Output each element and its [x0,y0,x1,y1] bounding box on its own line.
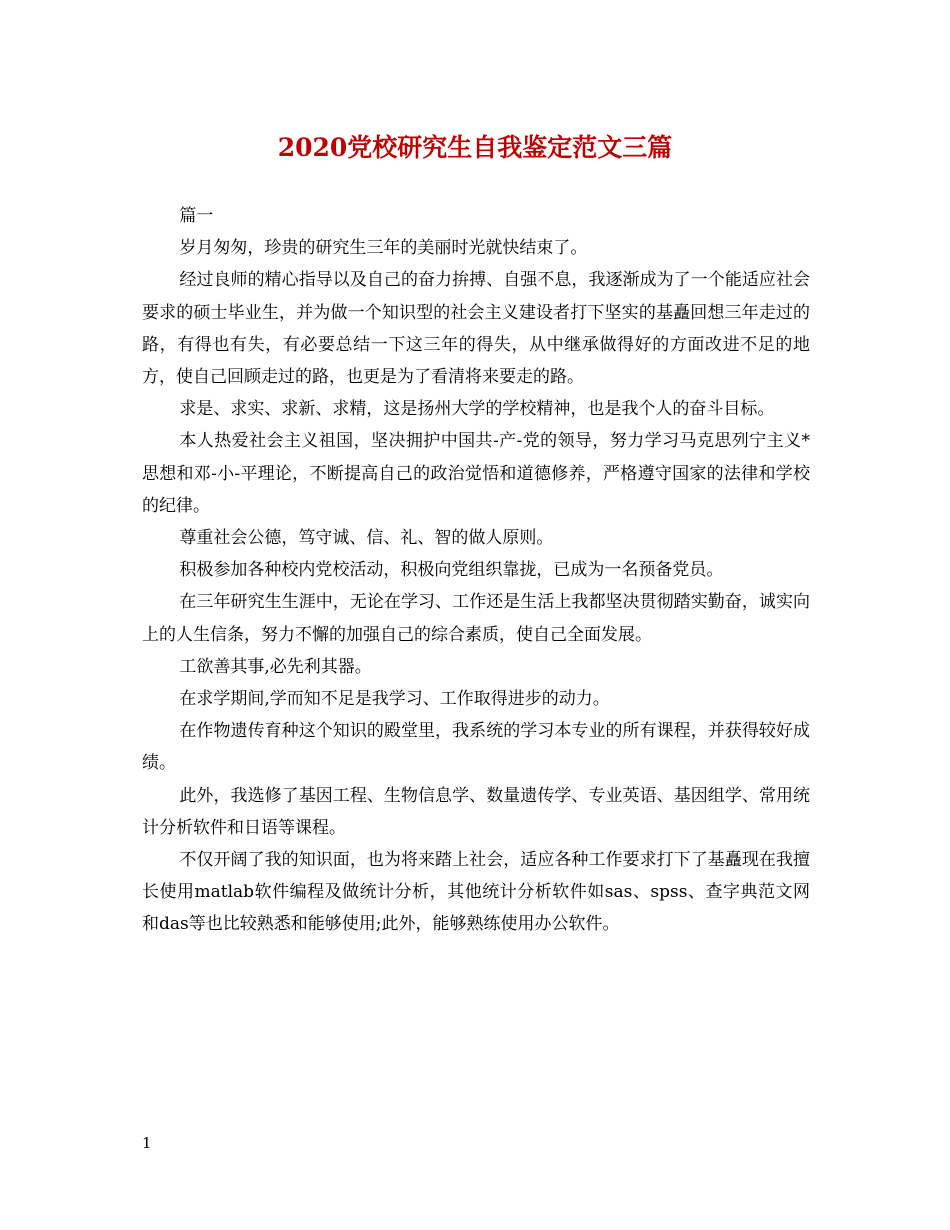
paragraph: 在求学期间,学而知不足是我学习、工作取得进步的动力。 [179,689,610,710]
paragraph: 积极参加各种校内党校活动，积极向党组织靠拢，已成为一名预备党员。 [179,560,724,581]
document-body [142,200,810,941]
paragraph: 尊重社会公德，笃守诚、信、礼、智的做人原则。 [179,528,554,549]
page-number: 1 [142,1134,152,1152]
paragraph: 在作物遗传育种这个知识的殿堂里，我系统的学习本专业的所有课程，并获得较好成绩。 [142,721,810,774]
paragraph: 工欲善其事,必先利其器。 [179,656,372,677]
paragraph: 经过良师的精心指导以及自己的奋力拚搏、自强不息，我逐渐成为了一个能适应社会要求的硕士毕业生，并为做一个知识型的社会主义建设者打下坚实的基矗回想三年走过的路，有得也有失，有必要总结一下这三年的得失，从中继承做得好的方面改进不足的地方，使自己回顾走过的路，也更是为了看清将来要走的路。 [142,270,810,388]
paragraph: 岁月匆匆，珍贵的研究生三年的美丽时光就快结束了。 [179,238,588,259]
paragraph: 在三年研究生生涯中，无论在学习、工作还是生活上我都坚决贯彻踏实勤奋，诚实向上的人生信条，努力不懈的加强自己的综合素质，使自己全面发展。 [142,592,810,645]
document-title: 2020党校研究生自我鉴定范文三篇 [277,133,673,162]
section-heading: 篇一 [179,206,214,226]
paragraph: 本人热爱社会主义祖国，坚决拥护中国共-产-党的领导，努力学习马克思列宁主义*思想和邓-小-平理论，不断提高自己的政治觉悟和道德修养，严格遵守国家的法律和学校的纪律。 [142,431,810,516]
paragraph: 求是、求实、求新、求精，这是扬州大学的学校精神，也是我个人的奋斗目标。 [179,399,775,420]
paragraph: 此外，我选修了基因工程、生物信息学、数量遗传学、专业英语、基因组学、常用统计分析软件和日语等课程。 [142,785,810,838]
paragraph: 不仅开阔了我的知识面，也为将来踏上社会，适应各种工作要求打下了基矗现在我擅长使用matlab软件编程及做统计分析，其他统计分析软件如sas、spss、查字典范文网和das等也比较熟悉和能够使用;此外，能够熟练使用办公软件。 [142,850,810,935]
